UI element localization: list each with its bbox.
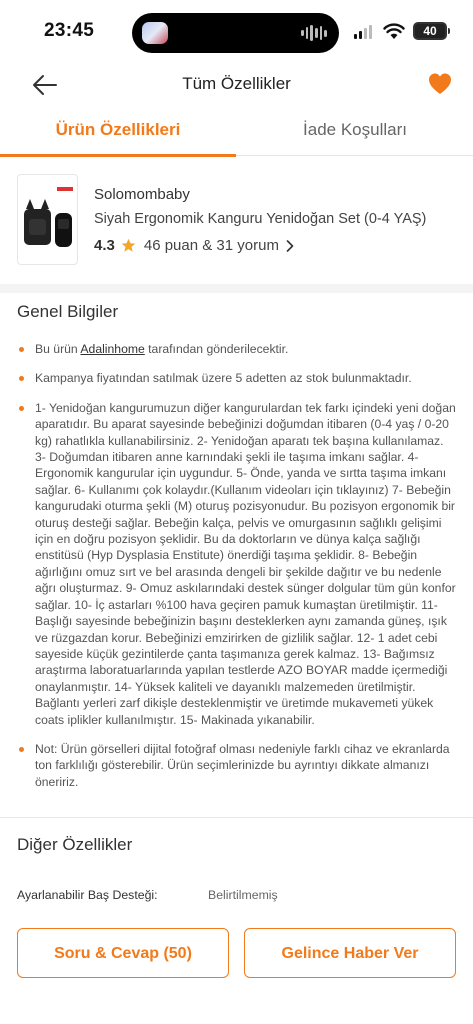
attribute-value: Belirtilmemiş [208, 888, 278, 902]
seller-prefix: Bu ürün [35, 342, 81, 356]
tab-product-features[interactable]: Ürün Özellikleri [0, 108, 236, 156]
list-item [17, 341, 457, 357]
list-item: Not: Ürün görselleri dijital fotoğraf olması nedeniyle farklı cihaz ve ekranlarda ton farklılığı gösterebilir. Ürün seçimlerinizde bu ayrıntıyı dikkate almanızı öneririz. [17, 741, 457, 790]
status-bar [0, 0, 473, 62]
tab-return-conditions[interactable]: İade Koşulları [303, 120, 407, 139]
top-navigation [0, 62, 473, 108]
page-title: Tüm Özellikler [182, 74, 291, 93]
battery-icon: 40 [413, 22, 447, 40]
question-answer-button[interactable]: Soru & Cevap (50) [17, 928, 229, 978]
general-info-title: Genel Bilgiler [17, 302, 119, 321]
media-thumbnail-icon [142, 22, 168, 44]
cellular-signal-icon [354, 25, 372, 39]
review-count: 46 puan & 31 yorum [143, 237, 279, 254]
rating-value: 4.3 [94, 237, 115, 254]
other-features-title: Diğer Özellikler [17, 835, 133, 854]
status-time: 23:45 [44, 20, 95, 41]
star-icon [121, 238, 136, 253]
rating-summary-link[interactable] [94, 237, 294, 254]
general-info-list [17, 341, 457, 803]
section-divider [0, 284, 473, 293]
notify-me-button[interactable]: Gelince Haber Ver [244, 928, 456, 978]
product-name: Siyah Ergonomik Kanguru Yenidoğan Set (0-4 YAŞ) [94, 211, 427, 227]
heart-icon[interactable] [427, 71, 453, 97]
product-summary [0, 165, 473, 277]
list-item: Kampanya fiyatından satılmak üzere 5 adetten az stok bulunmaktadır. [17, 370, 457, 386]
seller-link[interactable]: Adalinhome [80, 342, 145, 356]
tab-bar [0, 108, 473, 156]
chevron-right-icon [286, 240, 294, 252]
product-image[interactable] [17, 174, 78, 265]
section-divider [0, 817, 473, 818]
list-item: 1- Yenidoğan kangurumuzun diğer kangurulardan tek farkı içindeki yeni doğan aparatıdır. Bu aparat sayesinde bebeğinizi doğumdan itibaren (0-4 yaş / 0-20 kg) rahatlıkla kullanabilirsiniz. 2- Yenidoğan aparatı tek başına kullanılamaz. 3- Doğumdan itibaren anne karnındaki şekli ile taşıma imkanı sağlar. 4- Ergonomik kangurular için uygundur. 5- Önde, yanda ve sırtta taşıma imkanı sağlar. 6- Kullanımı çok kolaydır.(Kullanım videoları için tıklayınız) 7- Bebeğin kangurudaki oturma şekli (M) oturuş pozisyonudur. Bu pozisyon ergonomik bir oturuş desteği sağlar. Bebeğin kalça, pelvis ve omurgasının sağlıklı gelişimi için en doğru pozisyon şeklidir. Bu da doktorların ve dünya kalça sağlığı enstitüsü (Hyp Dysplasia Enstitute) önerdiği taşıma şeklidir. 8- Bebeğin ağırlığını omuz sırt ve bel arasında dengeli bir şekilde dağıtır ve bu nedenle ağrı oluşturmaz. 9- Omuz askılarındaki destek sünger dolgular tüm gün konfor sağlar. 10- İç astarları %100 hava geçiren pamuk kumaştan üretilmiştir. 11- Başlığı sayesinde bebeğinizin başını desteklerken aynı zamanda güneş, ışık ve rüzgazdan korur. Bebeğinizi emzirirken de gizlilik sağlar. 12- 1 adet cebi sayeside küçük gezintilerde çanta taşımanıza gerek kalmaz. 13- Bağımsız araştırma laboratuarlarında yapılan testlerde AZO BOYAR madde içermediği onaylanmıştır. 14- Yüksek kaliteli ve dayanıklı malzemeden üretilmiştir. Bağlantı yerleri zarf dikişle desteklenmiştir ve üretimde mukavemeti yükek coats iplikler kullanılmıştır. 15- Makinada yıkanabilir. [17, 400, 457, 728]
attribute-key: Ayarlanabilir Baş Desteği: [17, 888, 158, 902]
audio-wave-icon [301, 25, 327, 41]
seller-suffix: tarafından gönderilecektir. [144, 342, 289, 356]
dynamic-island [132, 13, 339, 53]
wifi-icon [383, 22, 405, 40]
product-brand: Solomombaby [94, 186, 190, 203]
bottom-actions [0, 928, 473, 980]
